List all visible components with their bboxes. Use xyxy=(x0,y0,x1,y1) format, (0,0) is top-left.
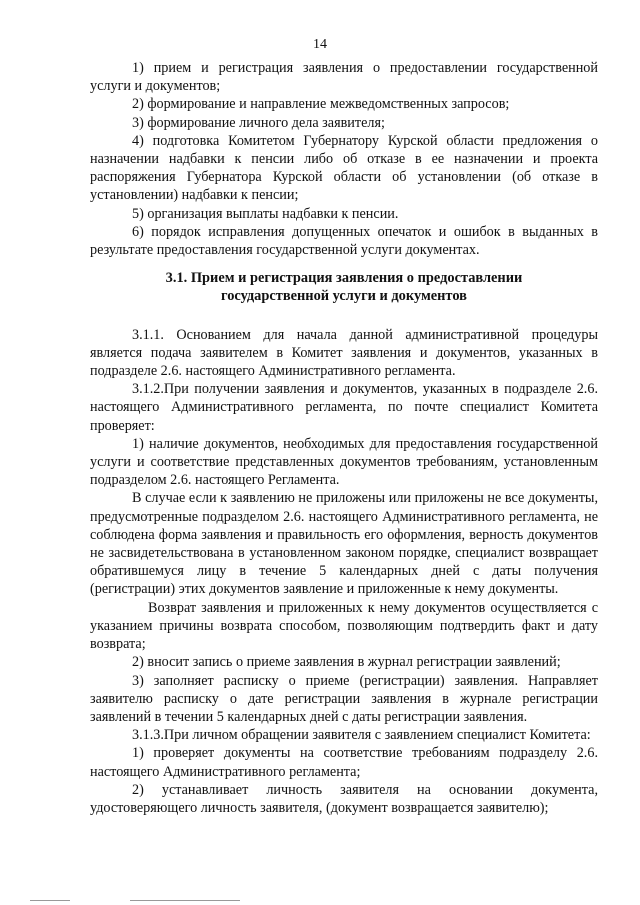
section-heading-line-1: 3.1. Прием и регистрация заявления о предоставлении xyxy=(165,270,523,287)
list-item: 3) заполняет расписку о приеме (регистрации) заявления. Направляет заявителю расписку о дате регистрации заявления в журнале регистрации заявлений в течении 5 календарных дней с даты регистрации заявления. xyxy=(90,672,598,725)
list-item: 1) прием и регистрация заявления о предоставлении государственной услуги и документов; xyxy=(90,60,598,95)
section-heading-line-2: государственной услуги и документов xyxy=(221,288,467,305)
list-item: 1) проверяет документы на соответствие требованиям подразделу 2.6. настоящего Административного регламента; xyxy=(90,745,598,780)
page-number: 14 xyxy=(313,37,327,52)
list-item: 5) организация выплаты надбавки к пенсии. xyxy=(132,205,399,222)
section-heading xyxy=(90,269,598,305)
document-body xyxy=(90,59,598,817)
list-item: 2) формирование и направление межведомственных запросов; xyxy=(132,96,510,113)
paragraph: В случае если к заявлению не приложены или приложены не все документы, предусмотренные подразделом 2.6. настоящего Административного регламента, не соблюдена форма заявления и правильность его оформления, верность документов не засвидетельствована в установленном законом порядке, специалист возвращает обратившемуся лицу в течение 5 календарных дней с даты получения (регистрации) этих документов заявление и приложенные к нему документы. xyxy=(90,490,598,598)
list-item: 6) порядок исправления допущенных опечаток и ошибок в выданных в результате предоставления государственной услуги документах. xyxy=(90,223,598,259)
list-item: 2) устанавливает личность заявителя на основании документа, удостоверяющего личность заявителя, (документ возвращается заявителю); xyxy=(90,781,598,816)
list-item: 1) наличие документов, необходимых для предоставления государственной услуги и соответствие представленных документов требованиям, установленным подразделом 2.6. настоящего Регламента. xyxy=(90,435,598,489)
list-item: 3) формирование личного дела заявителя; xyxy=(132,114,385,131)
paragraph: 3.1.1. Основанием для начала данной административной процедуры является подача заявителем в Комитет заявления и документов, указанных в подразделе 2.6. настоящего Административного регламента. xyxy=(90,326,598,380)
list-item: 2) вносит запись о приеме заявления в журнал регистрации заявлений; xyxy=(132,654,561,671)
paragraph: Возврат заявления и приложенных к нему документов осуществляется с указанием причины возврата способом, позволяющим подтвердить факт и дату возврата; xyxy=(90,599,598,653)
paragraph: 3.1.3.При личном обращении заявителя с заявлением специалист Комитета: xyxy=(132,727,591,744)
scan-artifact xyxy=(30,900,70,901)
list-item: 4) подготовка Комитетом Губернатору Курской области предложения о назначении надбавки к пенсии либо об отказе в ее назначении и проекта распоряжения Губернатора Курской области об установлении (об отказе в установлении) надбавки к пенсии; xyxy=(90,132,598,204)
paragraph: 3.1.2.При получении заявления и документов, указанных в подразделе 2.6. настоящего Административного регламента, по почте специалист Комитета проверяет: xyxy=(90,381,598,434)
scan-artifact xyxy=(130,900,240,901)
